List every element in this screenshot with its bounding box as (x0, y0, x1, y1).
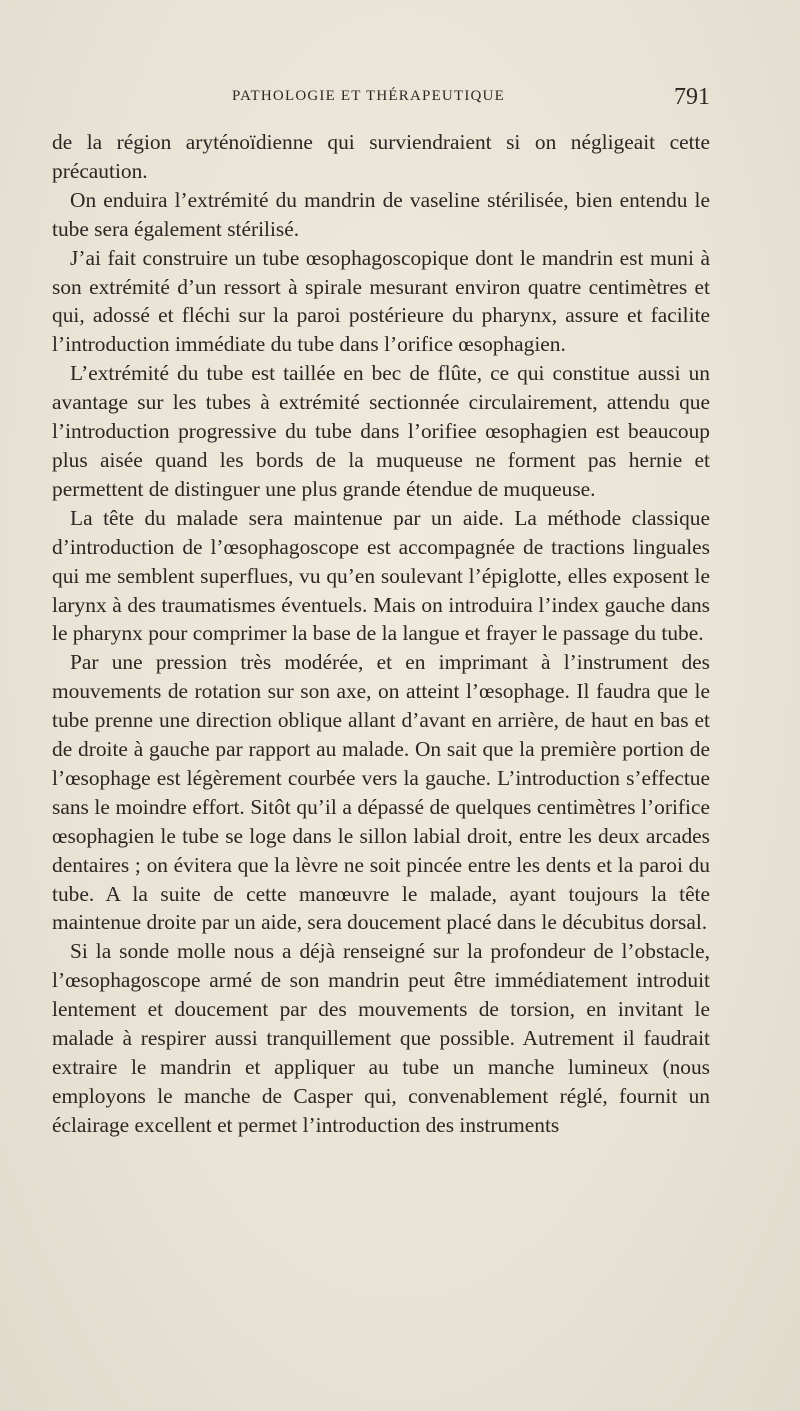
paragraph: La tête du malade sera maintenue par un aide. La méthode classique d’introduction de l’œsophagoscope est accompagnée de tractions linguales qui me semblent superflues, vu qu’en soulevant l’épiglotte, elles exposent le larynx à des traumatismes éventuels. Mais on introduira l’index gauche dans le pharynx pour comprimer la base de la langue et frayer le passage du tube. (52, 505, 710, 646)
paragraph: Par une pression très modérée, et en imprimant à l’instrument des mouvements de rotation sur son axe, on atteint l’œsophage. Il faudra que le tube prenne une direction oblique allant d’avant en arrière, de haut en bas et de droite à gauche par rapport au malade. On sait que la première portion de l’œsophage est légèrement courbée vers la gauche. L’introduction s’effectue sans le moindre effort. Sitôt qu’il a dépassé de quelques centimètres l’orifice œsophagien le tube se loge dans le sillon labial droit, entre les deux arcades dentaires ; on évitera que la lèvre ne soit pincée entre les dents et la paroi du tube. A la suite de cette manœuvre le malade, ayant toujours la tête maintenue droite par un aide, sera doucement placé dans le décubitus dorsal. (52, 650, 710, 935)
paragraph: Si la sonde molle nous a déjà renseigné sur la profondeur de l’obstacle, l’œsophagoscope armé de son mandrin peut être immédiatement introduit lentement et doucement par des mouvements de torsion, en invitant le malade à respirer aussi tranquillement que possible. Autrement il faudrait extraire le mandrin et appliquer au tube un manche lumineux (nous employons le manche de Casper qui, convenablement réglé, fournit un éclairage excellent et permet l’introduction des instruments (52, 939, 710, 1137)
page-header (52, 84, 710, 114)
paragraph: L’extrémité du tube est taillée en bec de flûte, ce qui constitue aussi un avantage sur les tubes à extrémité sectionnée circulairement, attendu que l’introduction progressive du tube dans l’orifiee œsophagien est beaucoup plus aisée quand les bords de la muqueuse ne forment pas hernie et permettent de distinguer une plus grande étendue de muqueuse. (52, 361, 710, 501)
paragraph-continuation: de la région aryténoïdienne qui surviendraient si on négligeait cette précaution. (52, 130, 710, 183)
running-title: PATHOLOGIE ET THÉRAPEUTIQUE (232, 88, 505, 104)
paragraph: On enduira l’extrémité du mandrin de vaseline stérilisée, bien entendu le tube sera également stérilisé. (52, 187, 710, 241)
page-number: 791 (674, 84, 710, 110)
body-text (52, 128, 710, 1140)
paragraph: J’ai fait construire un tube œsophagoscopique dont le mandrin est muni à son extrémité d’un ressort à spirale mesurant environ quatre centimètres et qui, adossé et fléchi sur la paroi postérieure du pharynx, assure et facilite l’introduction immédiate du tube dans l’orifice œsophagien. (52, 245, 710, 357)
